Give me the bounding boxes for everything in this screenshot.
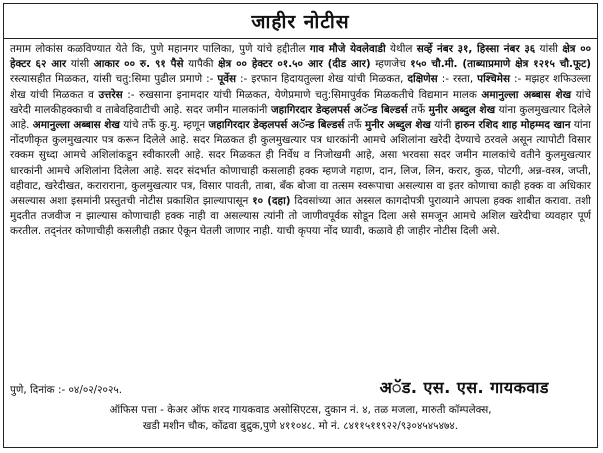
notice-bold-text: अमानुल्ला अब्बास शेख — [481, 88, 572, 101]
notice-bold-text: पश्चिमेस — [477, 73, 511, 86]
notice-bold-text: १५० चौ.मी. (ताब्याप्रमाणे क्षेत्र १२१५ चौ.फूट) — [410, 58, 591, 71]
notice-date: पुणे, दिनांक :- ०४/०२/२०२५. — [10, 384, 123, 396]
notice-text: :- रस्ता, — [437, 73, 478, 86]
notice-text: तर्फे — [407, 103, 429, 116]
notice-bold-text: सर्व्हे नंबर ३१, हिस्सा नंबर ३६ — [416, 43, 536, 55]
notice-text: येथील — [385, 43, 417, 55]
notice-text: म्हणजेच — [370, 58, 411, 71]
notice-text: दिवसांच्या आत अस्सल कागदोपत्री पुराव्याने आपला हक्क शाबीत करावा. तशी मुदतीत तजवीज न झाल्यास कोणाचाही हक्क नाही वा असल्यास त्यांनी तो जाणीवपूर्वक सोडून दिला असे समजून आमचे अशिल खरेदीचा व्यवहार पूर्ण करतील. तद्नंतर कोणाचीही कसलीही तक्रार ऐकून घेतली जाणार नाही. याची कृपया नोंद घ्यावी, कळावे ही जाहीर नोटीस दिली असे. — [10, 195, 591, 238]
notice-text: यांनी — [430, 119, 455, 132]
notice-bold-text: दक्षिणेस — [407, 73, 438, 86]
notice-body — [4, 39, 597, 240]
advocate-name: अॅड. एस. एस. गायकवाड — [379, 378, 549, 397]
notice-text: यांसी — [535, 43, 563, 55]
notice-bold-text: पूर्वेस — [217, 73, 237, 86]
notice-text: तमाम लोकांस कळविण्यात येते कि, पुणे महानगर पालिका, पुणे यांचे हद्दीतील — [10, 43, 310, 55]
notice-text: यांना नोंदणीकृत कुलमुखत्यार पत्र करून दिलेले आहे. सदर मिळकत ही कुलमुखत्यार पत्र धारकांनी आमचे अशिलांना खरेदी देण्याचे ठरवले असून त्यापोटी विसार रक्कम सुध्दा आमचे अशिलांकडून स्वीकारली आहे. सदर मिळकत ही निर्वेध व निजोखमी आहे, असा भरवसा सदर जमीन मालकांचे वतीने कुलमुखत्यार धारकांनी आमचे अशिलांना दिलेला आहे. सदर संदर्भात कोणाचाही कसलाही हक्क म्हणजे गहाण, दान, लिज, लिन, करार, कुळ, पोटगी, अन्न-वस्त्र, जप्ती, वहीवाट, खरेदीखत, कराराराना, कुलमुखत्यार पत्र, विसार पावती, ताबा, बँक बोजा वा तत्सम स्वरूपाचा असल्यास वा इतर कोणाचा काही हक्क वा अधिकार असल्यास अशा इसमांनी प्रस्तुतची नोटीस प्रकाशित झाल्यापासून — [10, 119, 591, 208]
notice-text: तर्फे — [344, 119, 365, 132]
notice-bold-text: १० (दहा) — [252, 195, 291, 208]
notice-bold-text: हारुन रशिद शाह मोहम्मद खान — [454, 119, 571, 132]
public-notice — [3, 3, 598, 448]
notice-bold-text: अमानुल्ला अब्बास शेख — [32, 119, 120, 132]
notice-bold-text: मुनीर अब्दुल शेख — [364, 119, 431, 132]
notice-bold-text: गाव मौजे येवलेवाडी — [309, 43, 386, 55]
notice-text: यांना कुलमुखत्यार दिलेले आहे. — [10, 103, 591, 132]
notice-text: :- मझहर शफिउल्ला शेख यांची मिळकत व — [10, 73, 592, 101]
notice-title: जाहीर नोटीस — [4, 4, 597, 39]
address-line: ऑफिस पत्ता - केअर ऑफ शरद गायकवाड असोसिएटस, दुकान नं. ४, तळ मजला, मारुती कॉम्पलेक्स, — [109, 404, 492, 416]
notice-bold-text: क्षेत्र ०० हेक्टर ०१.५० आर (दीड आर) — [218, 58, 371, 71]
notice-text: यांसी — [66, 58, 94, 71]
signature-row — [10, 376, 589, 398]
notice-bold-text: जहागिरदार डेव्हलपर्स अॅन्ड बिल्डर्स — [208, 119, 345, 132]
notice-text: यांचे खरेदी मालकीहक्काची व ताबेवहिवाटीची आहे. सदर जमीन मालकांनी — [10, 88, 592, 116]
notice-bold-text: क्षेत्र ०० हेक्टर ६२ आर — [10, 43, 592, 71]
notice-bold-text: मुनीर अब्दुल शेख — [428, 103, 496, 116]
address-line: खडी मशीन चौक, कोंढवा बुद्रुक,पुणे ४११०४८. मो नं. ८४११५११९२२/९३०४५४५४७४. — [142, 420, 459, 432]
notice-text: :- इरफान हिदायतुल्ला शेख यांची मिळकत, — [236, 73, 408, 86]
notice-text: :- रुखसाना इनामदार यांची मिळकत, येणेप्रमाणे चतु:सिमापुर्वक मिळकतीचे विद्यमान मालक — [122, 88, 482, 101]
notice-bold-text: जहागिरदार डेव्हलपर्स अॅन्ड बिल्डर्स — [270, 103, 408, 116]
notice-bold-text: आकार ०० रु. ९१ पैसे — [93, 58, 184, 71]
office-address — [4, 402, 597, 434]
notice-text: यापैकी — [183, 58, 219, 71]
notice-bold-text: उत्तरेस — [98, 88, 123, 101]
notice-text: रस्त्यासहीत मिळकत, यांसी चतु:सिमा पुढील प्रमाणे :- — [10, 73, 218, 86]
notice-text: यांचे तर्फे कु.मु. म्हणून — [119, 119, 209, 132]
